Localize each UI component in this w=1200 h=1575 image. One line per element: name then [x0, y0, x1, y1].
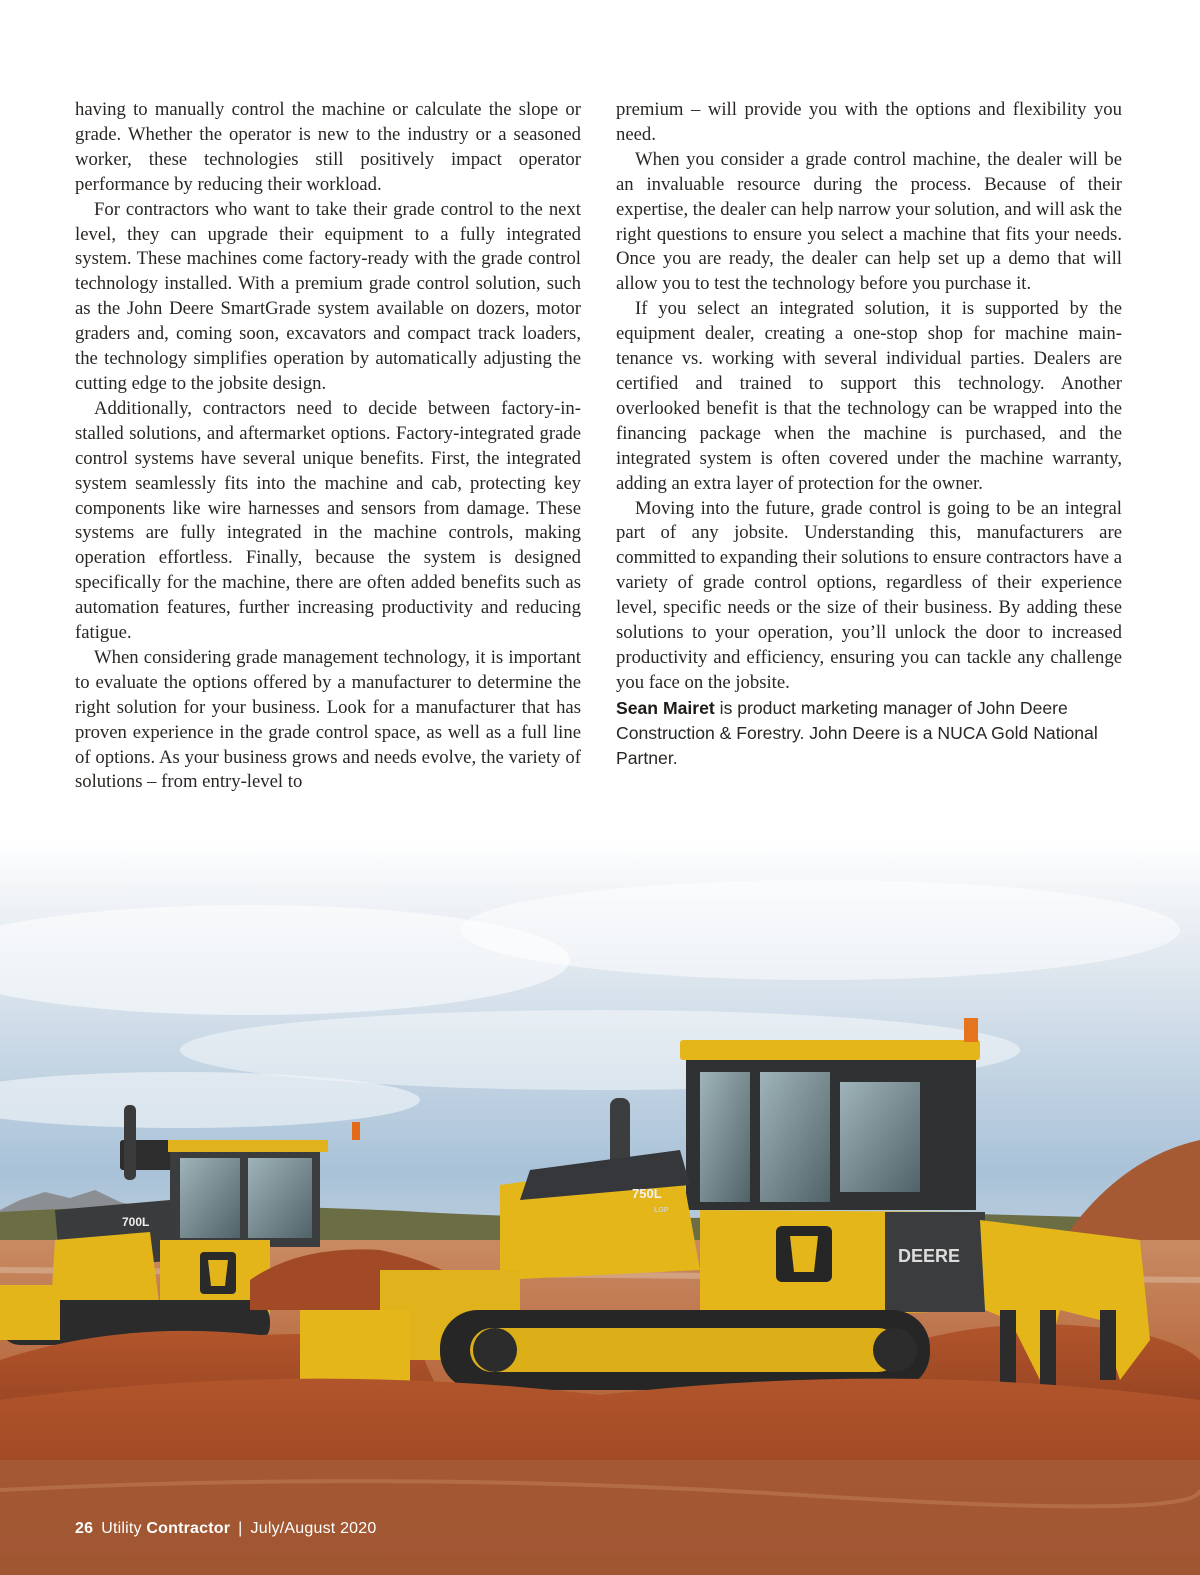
magazine-name-part2: Contractor — [146, 1520, 231, 1537]
paragraph: premium – will provide you with the options and flexibility you need. — [616, 99, 1122, 145]
paragraph: When considering grade management technology, it is important to evaluate the options offered by a manufacturer to determine the right solution for your business. Look for a manufacturer that has proven experience in the grade control space, as well as a full line of options. As your business grows and needs evolve, the variety of solutions – from entry-level to — [75, 646, 581, 793]
author-bio — [616, 696, 1122, 771]
brand-label: DEERE — [898, 1246, 961, 1266]
paragraph: When you consider a grade control machine, the dealer will be an invaluable resource during the process. Because of their expertise, the dealer can help narrow your solution, and will ask the right questions to ensure you select a machine that fits your needs. Once you are ready, the dealer can help set up a demo that will allow you to test the technology before you purchase it. — [616, 148, 1122, 295]
footer-separator: | — [238, 1520, 243, 1537]
model-label-750l: 750L — [632, 1186, 662, 1201]
model-label-700l: 700L — [122, 1215, 150, 1229]
paragraph: having to manually control the machine or calculate the slope or grade. Whether the operator is new to the industry or a seasoned worker, these technologies still positively impact operator performance by reducing their workload. — [75, 99, 581, 195]
paragraph: If you select an integrated solution, it is supported by the equipment dealer, creating a one-stop shop for machine maintenance vs. working with several individual parties. Dealers are certified and trained to support this technology. Another overlooked benefit is that the technology can be wrapped into the financing package when the machine is purchased, and the integrated system is often covered under the machine warranty, adding an extra layer of protection for the owner. — [616, 298, 1122, 494]
magazine-name-part1: Utility — [101, 1520, 142, 1537]
author-name: Sean Mairet — [616, 697, 715, 718]
page-number: 26 — [75, 1520, 94, 1537]
author-bio-text: is product marketing manager of John Deere Construction & Forestry. John Deere is a NUCA Gold National Partner. — [616, 697, 1098, 768]
issue-date: July/August 2020 — [250, 1520, 377, 1537]
dozer-photo — [0, 840, 1200, 1575]
paragraph: Moving into the future, grade control is going to be an integral part of any jobsite. Understanding this, manufacturers are committed to expanding their solutions to ensure contractors have a variety of grade control options, regardless of their experience level, specific needs or the size of their business. By adding these solutions to your operation, you’ll unlock the door to increased productivity and efficiency, ensuring you can tackle any challenge you face on the jobsite. — [616, 497, 1122, 693]
article-column-left — [75, 98, 581, 795]
paragraph: Additionally, contractors need to decide between factory-installed solutions, and aftermarket options. Factory-integrated grade control systems have several unique benefits. First, the integrated system seamlessly fits into the machine and cab, protecting key components like wire harnesses and sensors from damage. These systems are fully integrated in the machine controls, making operation effortless. Finally, because the system is designed specifically for the machine, there are often added benefits such as automation features, further increasing productivity and reducing fatigue. — [75, 397, 581, 644]
model-sub-label: LGP — [654, 1207, 669, 1214]
article-column-right — [616, 98, 1122, 770]
page-footer — [75, 1520, 376, 1538]
paragraph: For contractors who want to take their grade control to the next level, they can upgrade their equipment to a fully integrated system. These machines come factory-ready with the grade control technology installed. With a premium grade control solution, such as the John Deere SmartGrade system available on dozers, motor graders and, coming soon, excavators and compact track loaders, the technology simplifies operation by automatically adjusting the cutting edge to the jobsite design. — [75, 198, 581, 394]
